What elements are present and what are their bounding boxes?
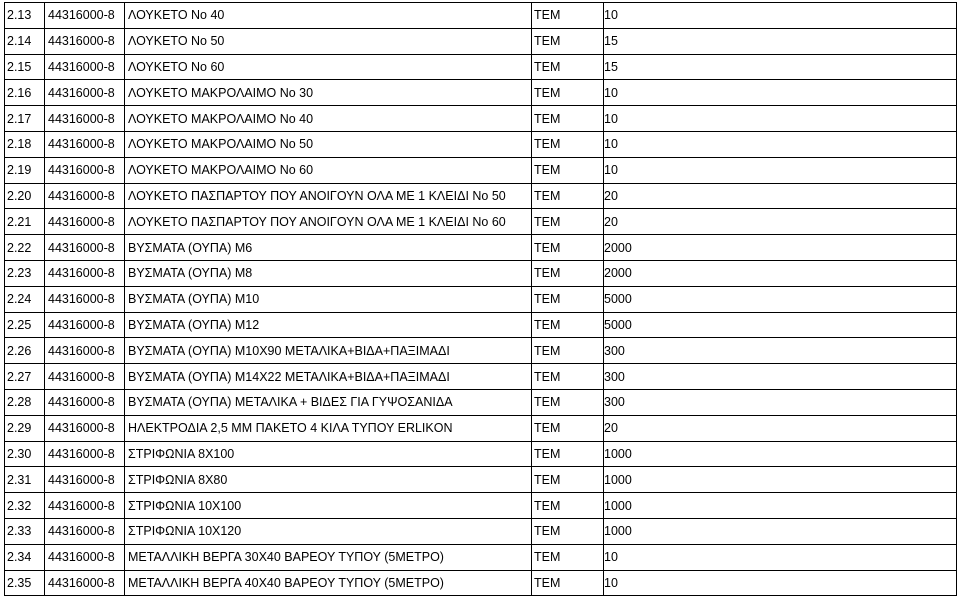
unit-cell: ΤΕΜ bbox=[532, 131, 604, 157]
table-row bbox=[5, 106, 957, 132]
item-number-cell: 2.32 bbox=[5, 493, 45, 519]
table-row bbox=[5, 183, 957, 209]
unit-cell: ΤΕΜ bbox=[532, 467, 604, 493]
item-number-cell: 2.21 bbox=[5, 209, 45, 235]
cpv-code-cell: 44316000-8 bbox=[45, 3, 125, 29]
item-number-cell: 2.25 bbox=[5, 312, 45, 338]
table-row bbox=[5, 389, 957, 415]
quantity-cell: 10 bbox=[604, 3, 957, 29]
cpv-code-cell: 44316000-8 bbox=[45, 106, 125, 132]
description-cell: ΒΥΣΜΑΤΑ (ΟΥΠΑ) ΜΕΤΑΛΙΚΑ + ΒΙΔΕΣ ΓΙΑ ΓΥΨΟΣΑΝΙΔΑ bbox=[125, 389, 532, 415]
description-cell: ΛΟΥΚΕΤΟ Νο 40 bbox=[125, 3, 532, 29]
cpv-code-cell: 44316000-8 bbox=[45, 286, 125, 312]
description-cell: ΗΛΕΚΤΡΟΔΙΑ 2,5 ΜΜ ΠΑΚΕΤΟ 4 ΚΙΛΑ ΤΥΠΟΥ ERLIKON bbox=[125, 415, 532, 441]
unit-cell: ΤΕΜ bbox=[532, 286, 604, 312]
unit-cell: ΤΕΜ bbox=[532, 518, 604, 544]
table-row bbox=[5, 338, 957, 364]
unit-cell: ΤΕΜ bbox=[532, 106, 604, 132]
description-cell: ΒΥΣΜΑΤΑ (ΟΥΠΑ) Μ14Χ22 ΜΕΤΑΛΙΚΑ+ΒΙΔΑ+ΠΑΞΙΜΑΔΙ bbox=[125, 364, 532, 390]
cpv-code-cell: 44316000-8 bbox=[45, 544, 125, 570]
items-table bbox=[4, 2, 957, 596]
quantity-cell: 20 bbox=[604, 415, 957, 441]
item-number-cell: 2.13 bbox=[5, 3, 45, 29]
unit-cell: ΤΕΜ bbox=[532, 544, 604, 570]
cpv-code-cell: 44316000-8 bbox=[45, 312, 125, 338]
unit-cell: ΤΕΜ bbox=[532, 80, 604, 106]
unit-cell: ΤΕΜ bbox=[532, 364, 604, 390]
table-row bbox=[5, 415, 957, 441]
quantity-cell: 10 bbox=[604, 157, 957, 183]
item-number-cell: 2.33 bbox=[5, 518, 45, 544]
unit-cell: ΤΕΜ bbox=[532, 209, 604, 235]
cpv-code-cell: 44316000-8 bbox=[45, 441, 125, 467]
cpv-code-cell: 44316000-8 bbox=[45, 518, 125, 544]
description-cell: ΒΥΣΜΑΤΑ (ΟΥΠΑ) Μ6 bbox=[125, 235, 532, 261]
table-row bbox=[5, 3, 957, 29]
description-cell: ΛΟΥΚΕΤΟ ΠΑΣΠΑΡΤΟΥ ΠΟΥ ΑΝΟΙΓΟΥΝ ΟΛΑ ΜΕ 1 ΚΛΕΙΔΙ Νο 50 bbox=[125, 183, 532, 209]
description-cell: ΒΥΣΜΑΤΑ (ΟΥΠΑ) Μ10Χ90 ΜΕΤΑΛΙΚΑ+ΒΙΔΑ+ΠΑΞΙΜΑΔΙ bbox=[125, 338, 532, 364]
description-cell: ΒΥΣΜΑΤΑ (ΟΥΠΑ) Μ12 bbox=[125, 312, 532, 338]
description-cell: ΛΟΥΚΕΤΟ ΜΑΚΡΟΛΑΙΜΟ Νο 60 bbox=[125, 157, 532, 183]
item-number-cell: 2.35 bbox=[5, 570, 45, 596]
quantity-cell: 10 bbox=[604, 106, 957, 132]
cpv-code-cell: 44316000-8 bbox=[45, 183, 125, 209]
unit-cell: ΤΕΜ bbox=[532, 157, 604, 183]
quantity-cell: 300 bbox=[604, 389, 957, 415]
cpv-code-cell: 44316000-8 bbox=[45, 260, 125, 286]
item-number-cell: 2.31 bbox=[5, 467, 45, 493]
quantity-cell: 5000 bbox=[604, 286, 957, 312]
cpv-code-cell: 44316000-8 bbox=[45, 467, 125, 493]
unit-cell: ΤΕΜ bbox=[532, 54, 604, 80]
cpv-code-cell: 44316000-8 bbox=[45, 570, 125, 596]
cpv-code-cell: 44316000-8 bbox=[45, 157, 125, 183]
cpv-code-cell: 44316000-8 bbox=[45, 80, 125, 106]
item-number-cell: 2.29 bbox=[5, 415, 45, 441]
cpv-code-cell: 44316000-8 bbox=[45, 54, 125, 80]
table-row bbox=[5, 209, 957, 235]
items-table-body bbox=[5, 3, 957, 596]
table-row bbox=[5, 364, 957, 390]
description-cell: ΛΟΥΚΕΤΟ Νο 60 bbox=[125, 54, 532, 80]
quantity-cell: 300 bbox=[604, 338, 957, 364]
unit-cell: ΤΕΜ bbox=[532, 338, 604, 364]
unit-cell: ΤΕΜ bbox=[532, 183, 604, 209]
quantity-cell: 1000 bbox=[604, 493, 957, 519]
unit-cell: ΤΕΜ bbox=[532, 570, 604, 596]
cpv-code-cell: 44316000-8 bbox=[45, 209, 125, 235]
cpv-code-cell: 44316000-8 bbox=[45, 131, 125, 157]
table-row bbox=[5, 286, 957, 312]
cpv-code-cell: 44316000-8 bbox=[45, 338, 125, 364]
quantity-cell: 300 bbox=[604, 364, 957, 390]
item-number-cell: 2.28 bbox=[5, 389, 45, 415]
table-row bbox=[5, 441, 957, 467]
quantity-cell: 20 bbox=[604, 209, 957, 235]
unit-cell: ΤΕΜ bbox=[532, 389, 604, 415]
quantity-cell: 10 bbox=[604, 131, 957, 157]
quantity-cell: 10 bbox=[604, 80, 957, 106]
description-cell: ΣΤΡΙΦΩΝΙΑ 8Χ80 bbox=[125, 467, 532, 493]
quantity-cell: 15 bbox=[604, 54, 957, 80]
item-number-cell: 2.27 bbox=[5, 364, 45, 390]
description-cell: ΜΕΤΑΛΛΙΚΗ ΒΕΡΓΑ 30Χ40 ΒΑΡΕΟΥ ΤΥΠΟΥ (5ΜΕΤΡΟ) bbox=[125, 544, 532, 570]
description-cell: ΛΟΥΚΕΤΟ Νο 50 bbox=[125, 28, 532, 54]
cpv-code-cell: 44316000-8 bbox=[45, 28, 125, 54]
quantity-cell: 10 bbox=[604, 544, 957, 570]
item-number-cell: 2.34 bbox=[5, 544, 45, 570]
table-row bbox=[5, 467, 957, 493]
table-row bbox=[5, 570, 957, 596]
item-number-cell: 2.15 bbox=[5, 54, 45, 80]
quantity-cell: 5000 bbox=[604, 312, 957, 338]
table-row bbox=[5, 312, 957, 338]
cpv-code-cell: 44316000-8 bbox=[45, 493, 125, 519]
item-number-cell: 2.24 bbox=[5, 286, 45, 312]
description-cell: ΛΟΥΚΕΤΟ ΜΑΚΡΟΛΑΙΜΟ Νο 40 bbox=[125, 106, 532, 132]
item-number-cell: 2.19 bbox=[5, 157, 45, 183]
quantity-cell: 1000 bbox=[604, 441, 957, 467]
unit-cell: ΤΕΜ bbox=[532, 260, 604, 286]
item-number-cell: 2.23 bbox=[5, 260, 45, 286]
table-row bbox=[5, 518, 957, 544]
item-number-cell: 2.22 bbox=[5, 235, 45, 261]
description-cell: ΛΟΥΚΕΤΟ ΜΑΚΡΟΛΑΙΜΟ Νο 30 bbox=[125, 80, 532, 106]
item-number-cell: 2.16 bbox=[5, 80, 45, 106]
item-number-cell: 2.26 bbox=[5, 338, 45, 364]
unit-cell: ΤΕΜ bbox=[532, 312, 604, 338]
unit-cell: ΤΕΜ bbox=[532, 441, 604, 467]
table-row bbox=[5, 28, 957, 54]
description-cell: ΣΤΡΙΦΩΝΙΑ 10Χ100 bbox=[125, 493, 532, 519]
description-cell: ΛΟΥΚΕΤΟ ΠΑΣΠΑΡΤΟΥ ΠΟΥ ΑΝΟΙΓΟΥΝ ΟΛΑ ΜΕ 1 ΚΛΕΙΔΙ Νο 60 bbox=[125, 209, 532, 235]
cpv-code-cell: 44316000-8 bbox=[45, 415, 125, 441]
quantity-cell: 2000 bbox=[604, 260, 957, 286]
quantity-cell: 2000 bbox=[604, 235, 957, 261]
quantity-cell: 15 bbox=[604, 28, 957, 54]
cpv-code-cell: 44316000-8 bbox=[45, 389, 125, 415]
item-number-cell: 2.20 bbox=[5, 183, 45, 209]
description-cell: ΣΤΡΙΦΩΝΙΑ 10Χ120 bbox=[125, 518, 532, 544]
quantity-cell: 1000 bbox=[604, 467, 957, 493]
unit-cell: ΤΕΜ bbox=[532, 3, 604, 29]
quantity-cell: 1000 bbox=[604, 518, 957, 544]
table-row bbox=[5, 131, 957, 157]
quantity-cell: 20 bbox=[604, 183, 957, 209]
table-row bbox=[5, 493, 957, 519]
unit-cell: ΤΕΜ bbox=[532, 235, 604, 261]
description-cell: ΒΥΣΜΑΤΑ (ΟΥΠΑ) Μ10 bbox=[125, 286, 532, 312]
cpv-code-cell: 44316000-8 bbox=[45, 364, 125, 390]
table-row bbox=[5, 260, 957, 286]
item-number-cell: 2.30 bbox=[5, 441, 45, 467]
description-cell: ΛΟΥΚΕΤΟ ΜΑΚΡΟΛΑΙΜΟ Νο 50 bbox=[125, 131, 532, 157]
unit-cell: ΤΕΜ bbox=[532, 415, 604, 441]
unit-cell: ΤΕΜ bbox=[532, 493, 604, 519]
description-cell: ΜΕΤΑΛΛΙΚΗ ΒΕΡΓΑ 40Χ40 ΒΑΡΕΟΥ ΤΥΠΟΥ (5ΜΕΤΡΟ) bbox=[125, 570, 532, 596]
item-number-cell: 2.18 bbox=[5, 131, 45, 157]
description-cell: ΒΥΣΜΑΤΑ (ΟΥΠΑ) Μ8 bbox=[125, 260, 532, 286]
table-row bbox=[5, 54, 957, 80]
quantity-cell: 10 bbox=[604, 570, 957, 596]
description-cell: ΣΤΡΙΦΩΝΙΑ 8Χ100 bbox=[125, 441, 532, 467]
item-number-cell: 2.14 bbox=[5, 28, 45, 54]
item-number-cell: 2.17 bbox=[5, 106, 45, 132]
table-row bbox=[5, 157, 957, 183]
cpv-code-cell: 44316000-8 bbox=[45, 235, 125, 261]
table-row bbox=[5, 235, 957, 261]
unit-cell: ΤΕΜ bbox=[532, 28, 604, 54]
table-row bbox=[5, 544, 957, 570]
table-row bbox=[5, 80, 957, 106]
